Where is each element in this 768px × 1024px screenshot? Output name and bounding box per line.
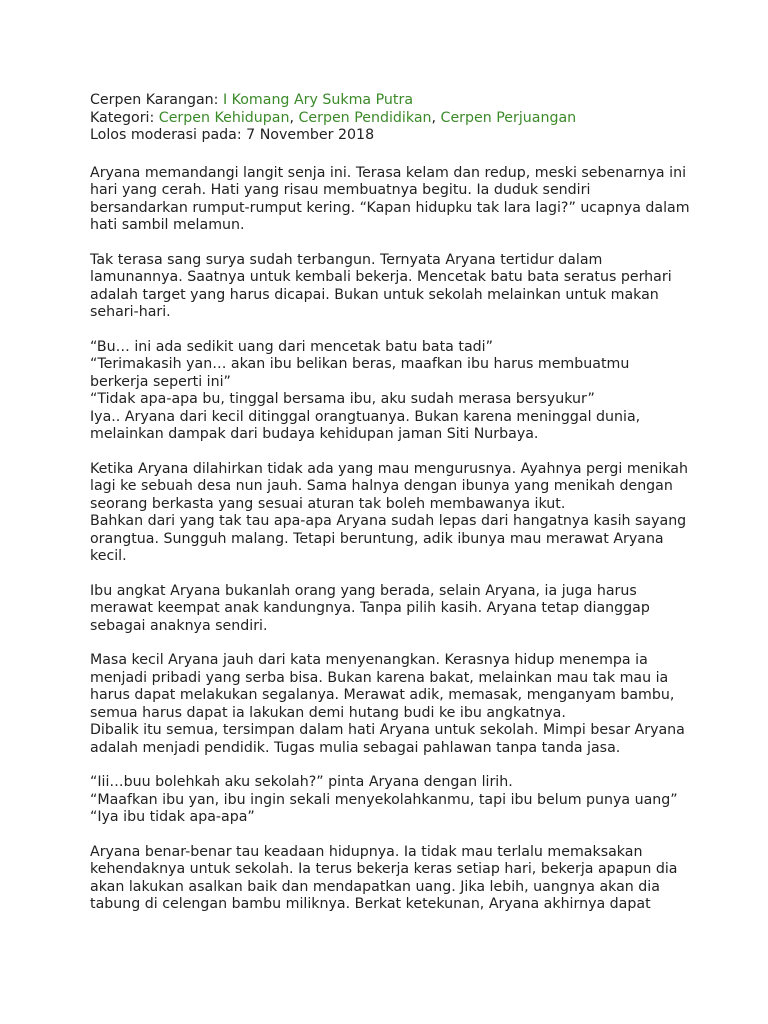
paragraph-line: tabung di celengan bambu miliknya. Berkat ketekunan, Aryana akhirnya dapat [90,896,651,912]
author-line [90,92,690,110]
paragraph-line: orangtua. Sungguh malang. Tetapi beruntung, adik ibunya mau merawat Aryana [90,530,664,547]
story-paragraph [90,583,690,636]
paragraph-line: Masa kecil Aryana jauh dari kata menyenangkan. Kerasnya hidup menempa ia [90,652,648,668]
document-page [90,92,690,931]
post-meta [90,92,690,145]
moderation-date: 7 November 2018 [246,127,375,143]
paragraph-line: hati sambil melamun. [90,217,245,233]
category-link-pendidikan[interactable]: Cerpen Pendidikan [298,109,432,126]
story-paragraph [90,252,690,322]
paragraph-line: semua harus dapat ia lakukan demi hutang budi ke ibu angkatnya. [90,704,566,721]
paragraph-line: lagi ke sebuah desa nun jauh. Sama halnya dengan ibunya yang menikah dengan [90,478,673,494]
paragraph-line: Tak terasa sang surya sudah terbangun. Ternyata Aryana tertidur dalam [90,251,603,268]
paragraph-line: Aryana benar-benar tau keadaan hidupnya. Ia tidak mau terlalu memaksakan [90,843,643,860]
paragraph-line: Dibalik itu semua, tersimpan dalam hati Aryana untuk sekolah. Mimpi besar Aryana [90,722,685,738]
paragraph-line: adalah menjadi pendidik. Tugas mulia sebagai pahlawan tanpa tanda jasa. [90,739,621,756]
paragraph-line: akan lakukan asalkan baik dan mendapatkan uang. Jika lebih, uangnya akan dia [90,878,660,895]
moderation-label: Lolos moderasi pada: [90,127,247,143]
paragraph-line: sebagai anaknya sendiri. [90,617,268,634]
paragraph-line: “Maafkan ibu yan, ibu ingin sekali menyekolahkanmu, tapi ibu belum punya uang” [90,791,678,808]
moderation-line [90,127,690,145]
paragraph-line: Ketika Aryana dilahirkan tidak ada yang mau mengurusnya. Ayahnya pergi menikah [90,460,688,477]
paragraph-line: Ibu angkat Aryana bukanlah orang yang berada, selain Aryana, ia juga harus [90,582,637,599]
category-label: Kategori: [90,109,159,126]
story-paragraph [90,844,690,914]
paragraph-line: lamunannya. Saatnya untuk kembali bekerja. Mencetak batu bata seratus perhari [90,269,672,285]
paragraph-line: “Terimakasih yan… akan ibu belikan beras, maafkan ibu harus membuatmu [90,356,630,372]
paragraph-line: sehari-hari. [90,304,171,320]
paragraph-line: kehendaknya untuk sekolah. Ia terus bekerja keras setiap hari, bekerja apapun dia [90,861,678,877]
paragraph-line: menjadi pribadi yang serba bisa. Bukan karena bakat, melainkan mau tak mau ia [90,669,669,686]
paragraph-line: hari yang cerah. Hati yang risau membuatnya begitu. Ia duduk sendiri [90,182,591,198]
paragraph-line: melainkan dampak dari budaya kehidupan jaman Siti Nurbaya. [90,426,539,442]
paragraph-line: adalah target yang harus dicapai. Bukan untuk sekolah melainkan untuk makan [90,286,659,303]
category-line [90,110,690,128]
category-link-kehidupan[interactable]: Cerpen Kehidupan [158,109,290,126]
paragraph-line: “Bu… ini ada sedikit uang dari mencetak batu bata tadi” [90,338,493,355]
paragraph-line: berkerja seperti ini” [90,373,231,390]
category-link-perjuangan[interactable]: Cerpen Perjuangan [440,109,577,126]
paragraph-line: Bahkan dari yang tak tau apa-apa Aryana sudah lepas dari hangatnya kasih sayang [90,513,687,529]
story-paragraph [90,339,690,444]
story-paragraph [90,652,690,757]
story-paragraph [90,461,690,566]
story-body [90,165,690,914]
paragraph-line: “Iii…buu bolehkah aku sekolah?” pinta Aryana dengan lirih. [90,774,513,790]
paragraph-line: seorang berkasta yang sesuai aturan tak boleh membawanya ikut. [90,495,566,512]
paragraph-line: harus dapat melakukan segalanya. Merawat adik, memasak, menganyam bambu, [90,687,675,703]
story-paragraph [90,165,690,235]
paragraph-line: Iya.. Aryana dari kecil ditinggal orangtuanya. Bukan karena meninggal dunia, [90,408,641,425]
paragraph-line: merawat keempat anak kandungnya. Tanpa pilih kasih. Aryana tetap dianggap [90,600,650,616]
category-separator: , [289,109,299,126]
paragraph-line: kecil. [90,548,127,564]
paragraph-line: “Iya ibu tidak apa-apa” [90,809,255,825]
category-separator: , [431,109,441,126]
story-paragraph [90,774,690,827]
author-label: Cerpen Karangan: [90,92,223,108]
paragraph-line: bersandarkan rumput-rumput kering. “Kapan hidupku tak lara lagi?” ucapnya dalam [90,199,690,216]
paragraph-line: Aryana memandangi langit senja ini. Terasa kelam dan redup, meski sebenarnya ini [90,164,687,181]
author-link[interactable]: I Komang Ary Sukma Putra [222,92,414,108]
paragraph-line: “Tidak apa-apa bu, tinggal bersama ibu, aku sudah merasa bersyukur” [90,391,595,407]
